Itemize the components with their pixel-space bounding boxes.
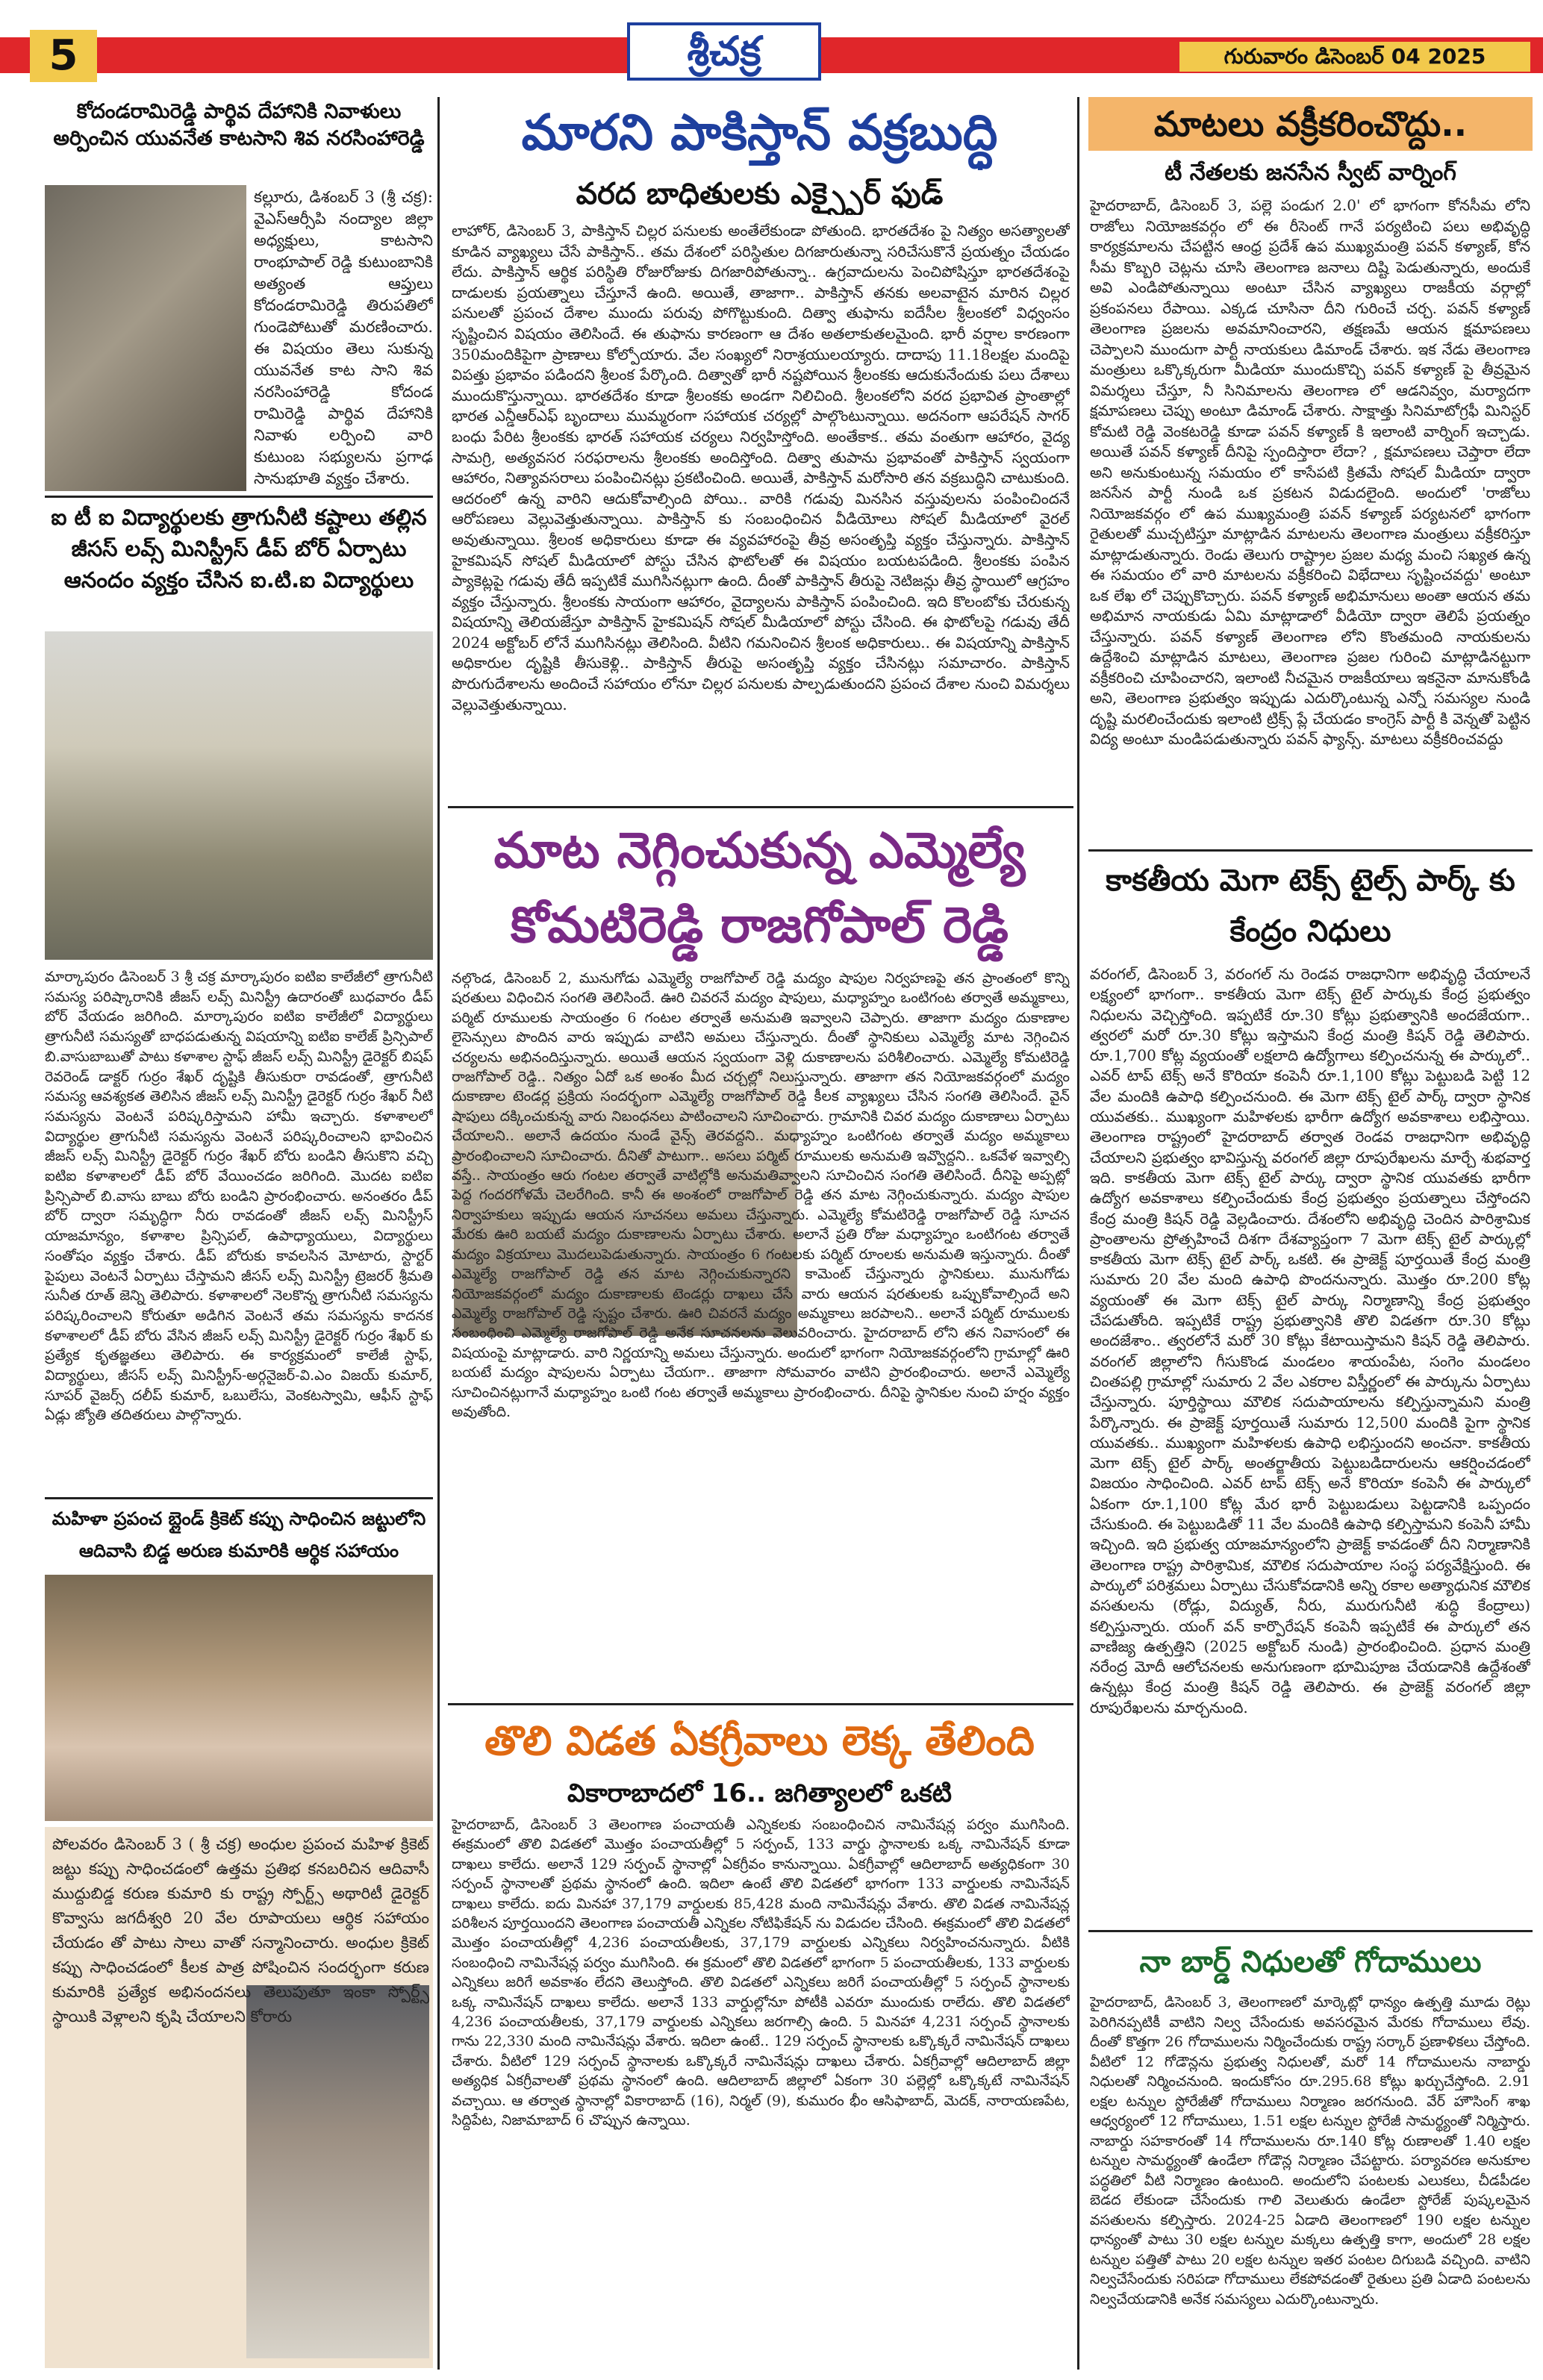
left-story3-body xyxy=(52,1832,429,2366)
right-story1-subhead: టీ నేతలకు జనసేన స్వీట్ వార్నింగ్ xyxy=(1165,160,1456,186)
center-story2-text: నల్గొండ, డిసెంబర్ 2, మునుగోడు ఎమ్మెల్యే రాజగోపాల్ రెడ్డి మద్యం షాపుల నిర్వహణపై తన ప్రాంతంలో కొన్ని షరతులు విధించిన సంగతి తెలిసిందే. ఊరి చివరనే మద్యం షాపులు, మధ్యాహ్నం ఒంటిగంట తర్వాతే అమ్మకాలు, పర్మిట్ రూములకు సాయంత్రం 6 గంటల తర్వాతే అనుమతి ఇవ్వాలని చెప్పారు. తాజాగా మద్యం దుకాణాల లైసెన్సులు పొందిన వారు ఇప్పుడు వాటిని అమలు చేస్తున్నారు. దీంతో స్థానికులు ఎమ్మెల్యే మాట నెగ్గించిన చర్యలను అభినందిస్తున్నారు. అయితే ఆయన స్వయంగా వెళ్లి దుకాణాలను పరిశీలించారు. ఎమ్మెల్యే కోమటిరెడ్డి రాజగోపాల్ రెడ్డి.. నిత్యం ఏదో ఒక అంశం మీద చర్చల్లో నిలుస్తున్నారు. తాజాగా తన నియోజకవర్గంలో మద్యం దుకాణాల టెండర్ల ప్రక్రియ సందర్భంగా ఎమ్మెల్యే రాజగోపాల్ రెడ్డి కీలక వ్యాఖ్యలు చేసిన సంగతి తెలిసిందే. వైన్ షాపులు దక్కించుకున్న వారు నిబంధనలు పాటించాలని సూచించారు. గ్రామానికి చివర మద్యం దుకాణాలు ఏర్పాటు చేయాలని.. అలానే ఉదయం నుండే వైన్స్ తెరవద్దని.. మధ్యాహ్నం ఒంటిగంట తర్వాతే మద్యం అమ్మకాలు ప్రారంభించాలని సూచించారు. దీనితో పాటుగా.. అసలు పర్మిట్ రూములకు అనుమతి ఇవ్వొద్దని.. ఒకవేళ ఇవ్వాల్సి వస్తే.. సాయంత్రం ఆరు గంటల తర్వాతే వాటిల్లోకి అనుమతివ్వాలని సూచించిన సంగతి తెలిసిందే. దీనిపై అప్పట్లో పెద్ద గందరగోళమే చెలరేగింది. కానీ ఈ అంశంలో రాజగోపాల్ రెడ్డి తన మాట నెగ్గించుకున్నారు. మద్యం షాపుల నిర్వాహకులు ఇప్పుడు ఆయన సూచనలు అమలు చేస్తున్నారు. ఎమ్మెల్యే కోమటిరెడ్డి రాజగోపాల్ రెడ్డి సూచన మేరకు ఊరి బయటే మద్యం దుకాణాలను ఏర్పాటు చేశారు. అలానే ప్రతి రోజు మధ్యాహ్నం ఒంటిగంట తర్వాతే మద్యం విక్రయాలు మొదలుపెడుతున్నారు. సాయంత్రం 6 గంటలకు పర్మిట్ రూంలకు అనుమతి ఇస్తున్నారు. దీంతో ఎమ్మెల్యే రాజగోపాల్ రెడ్డి తన మాట నెగ్గించుకున్నారని కామెంట్ చేస్తున్నారు స్థానికులు. మునుగోడు నియోజకవర్గంలో మద్యం దుకాణాలకు టెండర్లు దాఖలు చేసే వారు ఆయన షరతులకు ఒప్పుకోవాల్సిందే అని ఎమ్మెల్యే రాజగోపాల్ రెడ్డి స్పష్టం చేశారు. ఊరి చివరనే మద్యం అమ్మకాలు జరపాలని.. అలానే పర్మిట్ రూములకు సంబంధించి ఎమ్మెల్యే రాజగోపాల్ రెడ్డి అనేక సూచనలను వెలువరించారు. హైదరాబాద్ లోని తన నివాసంలో ఈ విషయంపై మాట్లాడారు. వారి నిర్ణయాన్ని అమలు చేస్తున్నారు. అందులో భాగంగా నియోజకవర్గంలోని గ్రామాల్లో ఊరి బయటే మద్యం షాపులను ఏర్పాటు చేయగా.. తాజాగా సోమవారం వాటిని ప్రారంభించారు. అలానే ఎమ్మెల్యే సూచించినట్లుగానే మధ్యాహ్నం ఒంటి గంట తర్వాతే అమ్మకాలు ప్రారంభించారు. దీనిపై స్థానికుల నుంచి హర్షం వ్యక్తం అవుతోంది. xyxy=(452,970,1070,1420)
left-divider-1 xyxy=(45,496,433,498)
center-story3-subhead: వికారాబాదలో 16.. జగిత్యాలలో ఒకటి xyxy=(567,1778,952,1808)
right-story3-headline: నా బార్డ్ నిధులతో గోదాములు xyxy=(1139,1945,1482,1979)
right-story3-body xyxy=(1090,1993,1530,2370)
center-story2-headline-2: కోమటిరెడ్డి రాజగోపాల్ రెడ్డి xyxy=(511,896,1009,954)
right-story2-body xyxy=(1090,964,1530,1925)
right-story3-text: హైదరాబాద్, డిసెంబర్ 3, తెలంగాణలో మార్కెట్లో ధాన్యం ఉత్పత్తి మూడు రెట్లు పెరిగినప్పటికీ వాటిని నిల్వ చేసేందుకు అవసరమైన మేరకు గోదాములు లేవు. దీంతో కొత్తగా 26 గోదాములను నిర్మించేందుకు రాష్ట్ర సర్కార్ ప్రణాళికలు చేస్తోంది. వీటిలో 12 గోడౌన్లను ప్రభుత్వ నిధులతో, మరో 14 గోదాములను నాబార్డు నిధులతో నిర్మించనుంది. ఇందుకోసం రూ.295.68 కోట్లు ఖర్చుచేస్తోంది. 2.91 లక్షల టన్నుల స్టోరేజీతో గోదాములు నిర్మాణం జరగనుంది. వేర్ హౌసింగ్ శాఖ ఆధ్వర్యంలో 12 గోదాములు, 1.51 లక్షల టన్నుల స్టోరేజీ సామర్థ్యంతో నిర్మిస్తారు. నాబార్డు సహకారంతో 14 గోదాములను రూ.140 కోట్ల రుణాలతో 1.40 లక్షల టన్నుల సామర్థ్యంతో ఉండేలా గోడౌన్ల నిర్మాణం చేపట్టారు. పర్యావరణ అనుకూల పద్ధతిలో వీటి నిర్మాణం ఉంటుంది. అందులోని పంటలకు ఎలుకలు, చీడపీడల బెడద లేకుండా చేసేందుకు గాలి వెలుతురు ఉండేలా స్టోరేజ్ పుష్కలమైన వసతులను కల్పిస్తారు. 2024-25 ఏడాది తెలంగాణలో 190 లక్షల టన్నుల ధాన్యంతో పాటు 30 లక్షల టన్నుల మక్కలు ఉత్పత్తి కాగా, అందులో 28 లక్షల టన్నుల పత్తితో పాటు 20 లక్షల టన్నుల ఇతర పంటల దిగుబడి వచ్చింది. వాటిని నిల్వచేసేందుకు సరిపడా గోదాములు లేకపోవడంతో రైతులు ప్రతి ఏడాది పంటలను నిల్వచేయడానికి అనేక సమస్యలు ఎదుర్కొంటున్నారు. xyxy=(1090,1994,1530,2308)
center-story2-body xyxy=(452,969,1070,1700)
left-story1-body xyxy=(254,187,433,491)
left-story1-text: కల్లూరు, డిశంబర్ 3 (శ్రీ చక్ర): వైఎస్ఆర్సీపి నంద్యాల జిల్లా అధ్యక్షులు, కాటసాని రాంభూపాల్ రెడ్డి కుటుంబానికి అత్యంత ఆప్తులు కోదండరామిరెడ్డి తిరుపతిలో గుండెపోటుతో మరణించారు. ఈ విషయం తెలు సుకున్న యువనేత కాట సాని శివ నరసింహారెడ్డి కోదండ రామిరెడ్డి పార్థివ దేహానికి నివాళు లర్పించి వారి కుటుంబ సభ్యులను ప్రగాఢ సానుభూతి వ్యక్తం చేశారు. xyxy=(254,188,433,487)
left-story2-text: మార్కాపురం డిసెంబర్ 3 శ్రీ చక్ర మార్కాపురం ఐటిఐ కాలేజీలో త్రాగునీటి సమస్య పరిష్కారానికి జీజస్ లవ్స్ మినిస్ట్రీ ఉదారంతో బుధవారం డీప్ బోర్ వేయడం జరిగింది. మార్కాపురం ఐటిఐ కాలేజీలో విద్యార్థులు త్రాగునీటి సమస్యతో బాధపడుతున్న విషయాన్ని ఐటిఐ కాలేజ్ ప్రిన్సిపాల్ బి.వాసుబాబుతో పాటు కళాశాల స్టాఫ్ జీజస్ లవ్స్ మినిస్ట్రీ డైరెక్టర్ బిషప్ రెవరెండ్ డాక్టర్ గుర్రం శేఖర్ దృష్టికి తీసుకురా రావడంతో, త్రాగునీటి సమస్య ఆవశ్యకత తెలిసిన జీజస్ లవ్స్ మినిస్ట్రీ డైరెక్టర్ గుర్రం శేఖర్ నీటి సమస్యను వెంటనే పరిష్కరిస్తామని హామీ ఇచ్చారు. కళాశాలలో విద్యార్థుల త్రాగునీటి సమస్యను వెంటనే పరిష్కరించాలని భావించిన జీజస్ లవ్స్ మినిస్ట్రీ డైరెక్టర్ గుర్రం శేఖర్ బోరు బండిని తీసుకొని వచ్చి ఐటిఐ కళాశాలలో డీప్ బోర్ వేయించడం జరిగింది. మొదట ఐటిఐ ప్రిన్సిపాల్ బి.వాసు బాబు బోరు బండిని ప్రారంభించారు. అనంతరం డీప్ బోర్ ద్వారా సమృద్ధిగా నీరు రావడంతో జీజస్ లవ్స్ మినిస్ట్రీస్ యాజమాన్యం, కళాశాల ప్రిన్సిపల్, ఉపాధ్యాయులు, విద్యార్థులు సంతోషం వ్యక్తం చేశారు. డీప్ బోరుకు కావలసిన మోటారు, స్టార్టర్ పైపులు వెంటనే ఏర్పాటు చేస్తామని జీసస్ లవ్స్ మినిస్ట్రీ ట్రెజరర్ శ్రీమతి సునీత రూత్ జెన్ని తెలిపారు. కళాశాలలో నెలకొన్న త్రాగునీటి సమస్యను పరిష్కరించాలని కోరుతూ అడిగిన వెంటనే తమ సమస్యను కాదనక కళాశాలలో డీప్ బోరు వేసిన జీజస్ లవ్స్ మినిస్ట్రీ డైరెక్టర్ గుర్రం శేఖర్ కు ప్రత్యేక కృతజ్ఞతలు తెలిపారు. ఈ కార్యక్రమంలో కాలేజీ స్టాఫ్, విద్యార్థులు, జీసస్ లవ్స్ మినిస్ట్రీస్-అర్గనైజర్-వి.ఎం విజయ్ కుమార్, సూపర్ వైజర్స్ దలీప్ కుమార్, ఒబులేసు, వెంకటస్వామి, ఆఫీస్ స్టాఫ్ ఏడ్లు జ్యోతి తదితరులు పాల్గొన్నారు. xyxy=(45,969,433,1424)
right-divider-2 xyxy=(1088,1930,1533,1932)
left-story1-headline: కోదండరామిరెడ్డి పార్థివ దేహానికి నివాళులు అర్పించిన యువనేత కాటసాని శివ నరసింహారెడ్డి xyxy=(53,100,425,150)
center-story3-text: హైదరాబాద్, డిసెంబర్ 3 తెలంగాణ పంచాయతీ ఎన్నికలకు సంబంధించిన నామినేషన్ల పర్వం ముగిసింది. ఈక్రమంలో తొలి విడతలో మొత్తం పంచాయతీల్లో 5 సర్పంచ్, 133 వార్డు స్థానాలకు ఒక్క నామినేషన్ కూడా దాఖలు కాలేదు. అలానే 129 సర్పంచ్ స్థానాల్లో ఏకగ్రీవం కానున్నాయి. ఏకగ్రీవాల్లో ఆదిలాబాద్ అత్యధికంగా 30 సర్పంచ్ స్థానాలతో ప్రథమ స్థానంలో ఉంది. ఇదిలా ఉంటే తొలి విడతలో భాగంగా 133 వార్డులకు నామినేషన్ దాఖలు కాలేదు. ఐదు మినహా 37,179 వార్డులకు 85,428 మంది నామినేషన్లు వేశారు. తొలి విడత నామినేషన్ల పరిశీలన పూర్తయిందని తెలంగాణ పంచాయతీ ఎన్నికల నోటిఫికేషన్ ను విడుదల చేసింది. ఈక్రమంలో తొలి విడతలో మొత్తం పంచాయతీల్లో 4,236 పంచాయతీలకు, 37,179 వార్డులకు ఎన్నికలు నిర్వహించనున్నారు. వీటికి సంబంధించి నామినేషన్ల పర్వం ముగిసింది. ఈ క్రమంలో తొలి విడతలో భాగంగా 5 పంచాయతీలకు, 133 వార్డులకు ఎన్నికలు జరిగే అవకాశం లేదని తెలుస్తోంది. తొలి విడతలో ఎన్నికలు జరిగే పంచాయతీల్లో 5 సర్పంచ్ స్థానాలకు ఒక్క నామినేషన్ దాఖలు కాలేదు. అలానే 133 వార్డుల్లోనూ పోటీకి ఎవరూ ముందుకు రాలేదు. తొలి విడతలో 4,236 పంచాయతీలకు, 37,179 వార్డులకు ఎన్నికలు జరగాల్సి ఉంది. 5 మినహా 4,231 సర్పంచ్ స్థానాలకు గాను 22,330 మంది నామినేషన్లు వేశారు. ఇదిలా ఉంటే.. 129 సర్పంచ్ స్థానాలకు ఒక్కొక్కరే నామినేషన్ దాఖలు చేశారు. వీటిలో 129 సర్పంచ్ స్థానాలకు ఒక్కొక్కరే నామినేషన్లు దాఖలు చేశారు. ఏకగ్రీవాల్లో ఆదిలాబాద్ జిల్లా అత్యధిక ఏకగ్రీవాలతో ప్రథమ స్థానంలో ఉంది. ఆదిలాబాద్ జిల్లాలో ఏకంగా 30 పల్లెల్లో ఒక్కొక్కటే నామినేషన్ వచ్చాయి. ఆ తర్వాత స్థానాల్లో వికారాబాద్ (16), నిర్మల్ (9), కుమురం భీం ఆసిఫాబాద్, మెదక్, నారాయణపేట, సిద్దిపేట, నిజామాబాద్ 6 చొప్పున ఉన్నాయి. xyxy=(452,1817,1070,2129)
right-divider-1 xyxy=(1088,849,1533,852)
page-number: 5 xyxy=(30,30,97,82)
right-story1-text: హైదరాబాద్, డిసెంబర్ 3, పల్లె పండుగ 2.0' లో భాగంగా కోనసీమ లోని రాజోలు నియోజకవర్గం లో ఈ రీసెంట్ గానే పర్యటించి పలు అభివృద్ధి కార్యక్రమాలను చేపట్టిన ఆంధ్ర ప్రదేశ్ ఉప ముఖ్యమంత్రి పవన్ కళ్యాణ్, కోన సీమ కొబ్బరి చెట్లను చూసి తెలంగాణ జనాలు దిష్టి పెడుతున్నారు, అందుకే అవి ఎండిపోతున్నాయి అంటూ చేసిన వ్యాఖ్యలు రాజకీయ వర్గాల్లో ప్రకంపనలు రేపాయి. ఎక్కడ చూసినా దీని గురించే చర్చ. పవన్ కళ్యాణ్ తెలంగాణ ప్రజలను అవమానించారని, తక్షణమే ఆయన క్షమాపణలు చెప్పాలని ముందుగా పార్టీ నాయకులు డిమాండ్ చేశారు. ఇక నేడు తెలంగాణ మంత్రులు ఒక్కొక్కరుగా మీడియా ముందుకొచ్చి పవన్ కళ్యాణ్ పై తీవ్రమైన విమర్శలు చేస్తూ, నీ సినిమాలను తెలంగాణ లో ఆడనివ్వం, మర్యాదగా క్షమాపణలు చెప్పు అంటూ డిమాండ్ చేశారు. సాక్షాత్తు సినిమాటోగ్రఫీ మినిస్టర్ కోమటి రెడ్డి వెంకటరెడ్డి కూడా పవన్ కళ్యాణ్ కి ఇలాంటి వార్నింగ్ ఇచ్చాడు. అయితే పవన్ కళ్యాణ్ దీనిపై స్పందిస్తారా లేదా? , క్షమాపణలు చెప్తారా లేదా అని అనుకుంటున్న సమయం లో కాసేపటి క్రితమే సోషల్ మీడియా ద్వారా జనసేన పార్టీ నుండి ఒక ప్రకటన విడుదలైంది. అందులో 'రాజోలు నియోజకవర్గం లో ఉప ముఖ్యమంత్రి పవన్ కళ్యాణ్ పర్యటనలో భాగంగా రైతులతో ముచ్చటిస్తూ మాట్లాడిన మాటలను తెలంగాణ మంత్రులు వక్రీకరిస్తూ మాట్లాడుతున్నారు. రెండు తెలుగు రాష్ట్రాల ప్రజల మధ్య మంచి సఖ్యత ఉన్న ఈ సమయం లో వారి మాటలను వక్రీకరించి విభేదాలు సృష్టించవద్దు' అంటూ ఒక లేఖ లో చెప్పుకొచ్చారు. పవన్ కళ్యాణ్ అభిమానులు అంతా ఆయన తమ అభిమాన నాయకుడు ఏమి మాట్లాడాలో వీడియో ద్వారా తెలిపే ప్రయత్నం చేస్తున్నారు. పవన్ కళ్యాణ్ తెలంగాణ లోని కొంతమంది నాయకులను ఉద్దేశించి మాట్లాడిన మాటలు, తెలంగాణ ప్రజల గురించి మాట్లాడినట్టుగా వక్రీకరించి చూపించారని, ఇలాంటి నీచమైన రాజకీయాలు ఇకనైనా మానుకోండి అని, తెలంగాణ ప్రభుత్వం ఇప్పుడు ఎదుర్కొంటున్న ఎన్నో సమస్యల నుండి దృష్టి మరలించేందుకు ఇలాంటి ట్రిక్స్ ప్లే చేయడం కాంగ్రెస్ పార్టీ కి వెన్నతో పెట్టిన విద్య అంటూ మండిపడుతున్నారు పవన్ ఫ్యాన్స్. మాటలు వక్రీకరించవద్దు xyxy=(1090,196,1530,748)
left-story2-headline: ఐ టీ ఐ విద్యార్థులకు త్రాగునీటి కష్టాలు తల్లిన జీసస్ లవ్స్ మినిస్ట్రీస్ డీప్ బోర్ ఏర్పాటు ఆనందం వ్యక్తం చేసిన ఐ.టి.ఐ విద్యార్థులు xyxy=(51,505,427,593)
left-story2-body xyxy=(45,967,433,1493)
center-story1-subhead: వరద బాధితులకు ఎక్స్పైర్ ఫుడ్ xyxy=(576,177,944,211)
right-story1-headline: మాటలు వక్రీకరించొద్దు.. xyxy=(1153,104,1468,144)
left-story3-text: పోలవరం డిసెంబర్ 3 ( శ్రీ చక్ర) అంధుల ప్రపంచ మహిళ క్రికెట్ జట్టు కప్పు సాధించడంలో ఉత్తమ ప్రతిభ కనబరిచిన ఆదివాసీ ముద్దుబిడ్డ కరుణ కుమారి కు రాష్ట్ర స్పోర్ట్స్ అథారిటీ డైరెక్టర్ కొవ్వాసు జగదీశ్వరి 20 వేల రూపాయలు ఆర్థిక సహాయం చేయడం తో పాటు సాలు వాతో సన్మానించారు. అంధుల క్రికెట్ కప్పు సాధించడంలో కీలక పాత్ర పోషించిన సందర్భంగా కరుణ కుమారికి ప్రత్యేక అభినందనలు తెలుపుతూ ఇంకా స్పోర్ట్స్ స్థాయికి వెళ్లాలని కృషి చేయాలని కోరారు xyxy=(52,1835,429,2026)
left-story2-photo xyxy=(45,631,433,960)
newspaper-logo: శ్రీచక్ర xyxy=(627,22,821,81)
center-story3-headline: తొలి విడత ఏకగ్రీవాలు లెక్క తేలింది xyxy=(484,1717,1035,1764)
issue-date: గురువారం డిసెంబర్ 04 2025 xyxy=(1179,42,1530,72)
column-rule-left xyxy=(437,97,440,2370)
left-story1-photo xyxy=(45,185,246,491)
left-story3-photo-1 xyxy=(45,1575,433,1821)
center-story2-headline-1: మాట నెగ్గించుకున్న ఎమ్మెల్యే xyxy=(493,822,1026,879)
column-rule-right xyxy=(1077,97,1079,2370)
right-story1-body xyxy=(1090,196,1530,845)
left-story3-headline: మహిళా ప్రపంచ బ్లైండ్ క్రికెట్ కప్పు సాధించిన జట్టులోని ఆదివాసి బిడ్డ అరుణ కుమారికి ఆర్థిక సహాయం xyxy=(52,1508,426,1561)
center-divider-2 xyxy=(448,1703,1073,1705)
center-story1-text: లాహోర్, డిసెంబర్ 3, పాకిస్తాన్ చిల్లర పనులకు అంతేలేకుండా పోతుంది. భారతదేశం పై నిత్యం అసత్యాలతో కూడిన వ్యాఖ్యలు చేసే పాకిస్తాన్.. తమ దేశంలో పరిస్థితుల దిగజారుతున్నా సరిచేసుకొనే ప్రయత్నం చేయడం లేదు. పాకిస్తాన్ ఆర్థిక పరిస్థితి రోజురోజుకు దిగజారిపోతున్నా.. ఉగ్రవాదులను పెంచిపోషిస్తూ భారతదేశంపై దాడులకు ప్రయత్నాలు చేస్తూనే ఉంది. అయితే, తాజాగా.. పాకిస్తాన్ తనకు అలవాటైన మారిన చిల్లర పనులతో ప్రపంచ దేశాల ముందు పరువు పోగొట్టుకుంది. దిత్వా తుఫాను ఐదేసీల శ్రీలంకలో విధ్వంసం సృష్టించిన విషయం తెలిసిందే. ఈ తుఫాను కారణంగా ఆ దేశం అతలాకుతలమైంది. భారీ వర్షాల కారణంగా 350మందికిపైగా ప్రాణాలు కోల్పోయారు. వేల సంఖ్యలో నిరాశ్రయులయ్యారు. దాదాపు 11.18లక్షల మందిపై విపత్తు ప్రభావం పడిందని శ్రీలంక పేర్కొంది. దిత్వాతో భారీ నష్టపోయిన శ్రీలంకకు ఆదుకునేందుకు పలు దేశాలు ముందుకొస్తున్నాయి. భారతదేశం కూడా శ్రీలంకకు అండగా నిలిచింది. శ్రీలంకలోని వరద ప్రభావిత ప్రాంతాల్లో భారత ఎన్డీఆర్ఎఫ్ బృందాలు ముమ్మరంగా సహాయక చర్యల్లో పాల్గొంటున్నాయి. అదనంగా ఆపరేషన్ సాగర్ బంధు పేరిట శ్రీలంకకు భారత్ సహాయక చర్యలు నిర్వహిస్తోంది. అంతేకాక.. తమ వంతుగా ఆహారం, వైద్య సామగ్రి, అత్యవసర సరఫరాలను శ్రీలంకకు అందిస్తోంది. దిత్వా తుపాను ప్రభావంతో పాకిస్తాన్ స్వయంగా ఆహారం, నిత్యావసరాలు పంపించినట్లు ప్రకటించింది. అయితే, పాకిస్తాన్ మరోసారి తన వక్రబుద్ధిని చాటుకుంది. ఆదరంలో ఉన్న వారిని ఆదుకోవాల్సింది పోయి.. వారికి గడువు మినసిన వస్తువులను పంపించిందనే ఆరోపణలు వెల్లువెత్తుతున్నాయి. పాకిస్తాన్ కు సంబంధించిన వీడియోలు సోషల్ మీడియాలో వైరల్ అవుతున్నాయి. శ్రీలంక అధికారులు కూడా ఈ వ్యవహారంపై తీవ్ర అసంతృప్తి వ్యక్తం చేస్తున్నారు. పాకిస్తాన్ హైకమిషన్ సోషల్ మీడియాలో పోస్టు చేసిన ఫొటోలతో ఈ విషయం బయటపడింది. శ్రీలంకకు పంపిన ప్యాకెట్లపై గడువు తేదీ ఇప్పటికే ముగిసినట్లుగా ఉంది. దీంతో పాకిస్తాన్ తీరుపై నెటిజన్లు తీవ్ర స్థాయిలో ఆగ్రహం వ్యక్తం చేస్తున్నారు. శ్రీలంకకు సాయంగా ఆహారం, వైద్యాలను పాకిస్తాన్ పంపించింది. ఇది కొలంబోకు చేరుకున్న విషయాన్ని తెలియజేస్తూ పాకిస్తాన్ హైకమిషన్ సోషల్ మీడియాలో పోస్టు చేసింది. ఈ ఫొటోలపై గడువు తేదీ 2024 అక్టోబర్ లోనే ముగిసినట్లు తెలిసింది. వీటిని గమనించిన శ్రీలంక అధికారులు.. ఈ విషయాన్ని పాకిస్తాన్ అధికారుల దృష్టికి తీసుకెళ్లి.. పాకిస్తాన్ తీరుపై అసంతృప్తి వ్యక్తం చేసినట్లు సమాచారం. పాకిస్తాన్ పొరుగుదేశాలను అందించే సహాయం లోనూ చిల్లర పనులకు పాల్పడుతుందని ప్రపంచ దేశాల నుంచి విమర్శలు వెల్లువెత్తుతున్నాయి. xyxy=(452,222,1070,713)
center-story3-body xyxy=(452,1815,1070,2367)
center-divider-1 xyxy=(448,806,1073,808)
center-story1-headline: మారని పాకిస్తాన్ వక్రబుద్ధి xyxy=(521,104,998,161)
right-story2-headline: కాకతీయ మెగా టెక్స్ టైల్స్ పార్క్ కు కేంద్రం నిధులు xyxy=(1106,863,1515,949)
center-story1-body xyxy=(452,221,1070,802)
right-story2-text: వరంగల్, డిసెంబర్ 3, వరంగల్ ను రెండవ రాజధానిగా అభివృద్ధి చేయాలనే లక్ష్యంలో భాగంగా.. కాకతీయ మెగా టెక్స్ టైల్ పార్కుకు కేంద్ర ప్రభుత్వం నిధులను వెచ్చిస్తోంది. ఇప్పటికే రూ.30 కోట్లు ప్రభుత్వానికి అందజేయగా.. త్వరలో మరో రూ.30 కోట్లు ఇస్తామని కేంద్ర మంత్రి కిషన్ రెడ్డి తెలిపారు. రూ.1,700 కోట్ల వ్యయంతో లక్షలాది ఉద్యోగాలు కల్పించనున్న ఈ పార్కులో.. ఎవర్ టాప్ టెక్స్ అనే కొరియా కంపెనీ రూ.1,100 కోట్లు పెట్టుబడి పెట్టి 12 వేల మందికి ఉపాధి కల్పించనుంది. ఈ మెగా టెక్స్ టైల్ పార్క్ ద్వారా స్థానిక యువతకు.. ముఖ్యంగా మహిళలకు భారీగా ఉద్యోగ అవకాశాలు లభిస్తాయి. తెలంగాణ రాష్ట్రంలో హైదరాబాద్ తర్వాత రెండవ రాజధానిగా అభివృద్ధి చేయాలని ప్రభుత్వం భావిస్తున్న వరంగల్ జిల్లా రూపురేఖలను మార్చే శుభవార్త ఇది. కాకతీయ మెగా టెక్స్ టైల్ పార్కు ద్వారా స్థానిక యువతకు భారీగా ఉద్యోగ అవకాశాలు కల్పించేందుకు కేంద్ర ప్రభుత్వం ప్రయత్నాలు చేస్తోందని కేంద్ర మంత్రి కిషన్ రెడ్డి వెల్లడించారు. దేశంలోని అభివృద్ధి చెందిన పారిశ్రామిక ప్రాంతాలను ప్రోత్సహించే దిశగా దేశవ్యాప్తంగా 7 మెగా టెక్స్ టైల్ పార్కుల్లో కాకతీయ మెగా టెక్స్ టైల్ పార్క్ ఒకటి. ఈ ప్రాజెక్ట్ పూర్తయితే కేంద్ర మంత్రి సుమారు 20 వేల మంది ఉపాధి పొందనున్నారు. మొత్తం రూ.200 కోట్ల వ్యయంతో ఈ మెగా టెక్స్ టైల్ పార్కు నిర్మాణాన్ని కేంద్ర ప్రభుత్వం చేపడుతోంది. ఇప్పటికే రాష్ట్ర ప్రభుత్వానికి తొలి విడతగా రూ.30 కోట్లు అందజేశాం.. త్వరలోనే మరో 30 కోట్లు కేటాయిస్తామని కిషన్ రెడ్డి తెలిపారు. వరంగల్ జిల్లాలోని గీసుకొండ మండలం శాయంపేట, సంగెం మండలం చింతపల్లి గ్రామాల్లో సుమారు 2 వేల ఎకరాల విస్తీర్ణంలో ఈ పార్కును ఏర్పాటు చేస్తున్నారు. పూర్తిస్థాయి మౌలిక సదుపాయాలను కల్పిస్తున్నామని మంత్రి పేర్కొన్నారు. ఈ ప్రాజెక్ట్ పూర్తయితే సుమారు 12,500 మందికి పైగా స్థానిక యువతకు.. ముఖ్యంగా మహిళలకు ఉపాధి లభిస్తుందని అంచనా. కాకతీయ మెగా టెక్స్ టైల్ పార్క్ అంతర్జాతీయ పెట్టుబడిదారులను ఆకర్షించడంలో విజయం సాధించింది. ఎవర్ టాప్ టెక్స్ అనే కొరియా కంపెనీ ఈ పార్కులో ఏకంగా రూ.1,100 కోట్ల మేర భారీ పెట్టుబడులు పెట్టడానికి ఒప్పందం చేసుకుంది. ఈ పెట్టుబడితో 11 వేల మందికి ఉపాధి కల్పిస్తామని కంపెనీ హామీ ఇచ్చింది. ఇది ప్రభుత్వ యాజమాన్యంలోని ప్రాజెక్ట్ కావడంతో దీని నిర్మాణానికి తెలంగాణ రాష్ట్ర పారిశ్రామిక, మౌలిక సదుపాయాల సంస్థ పర్యవేక్షిస్తుంది. ఈ పార్కులో పరిశ్రమలు ఏర్పాటు చేసుకోవడానికి అన్ని రకాల అత్యాధునిక మౌలిక వసతులను (రోడ్లు, విద్యుత్, నీరు, మురుగునీటి శుద్ధి కేంద్రాలు) కల్పిస్తున్నారు. యంగ్ వన్ కార్పొరేషన్ కంపెనీ ఇప్పటికే ఈ పార్కులో తన వాణిజ్య ఉత్పత్తిని (2025 అక్టోబర్ నుండి) ప్రారంభించింది. ప్రధాన మంత్రి నరేంద్ర మోదీ ఆలోచనలకు అనుగుణంగా భూమిపూజ చేయడానికి ఉద్దేశంతో ఉన్నట్లు కేంద్ర మంత్రి కిషన్ రెడ్డి తెలిపారు. ఈ ప్రాజెక్ట్ వరంగల్ జిల్లా రూపురేఖలను మార్చనుంది. xyxy=(1090,965,1530,1717)
left-divider-2 xyxy=(45,1497,433,1499)
